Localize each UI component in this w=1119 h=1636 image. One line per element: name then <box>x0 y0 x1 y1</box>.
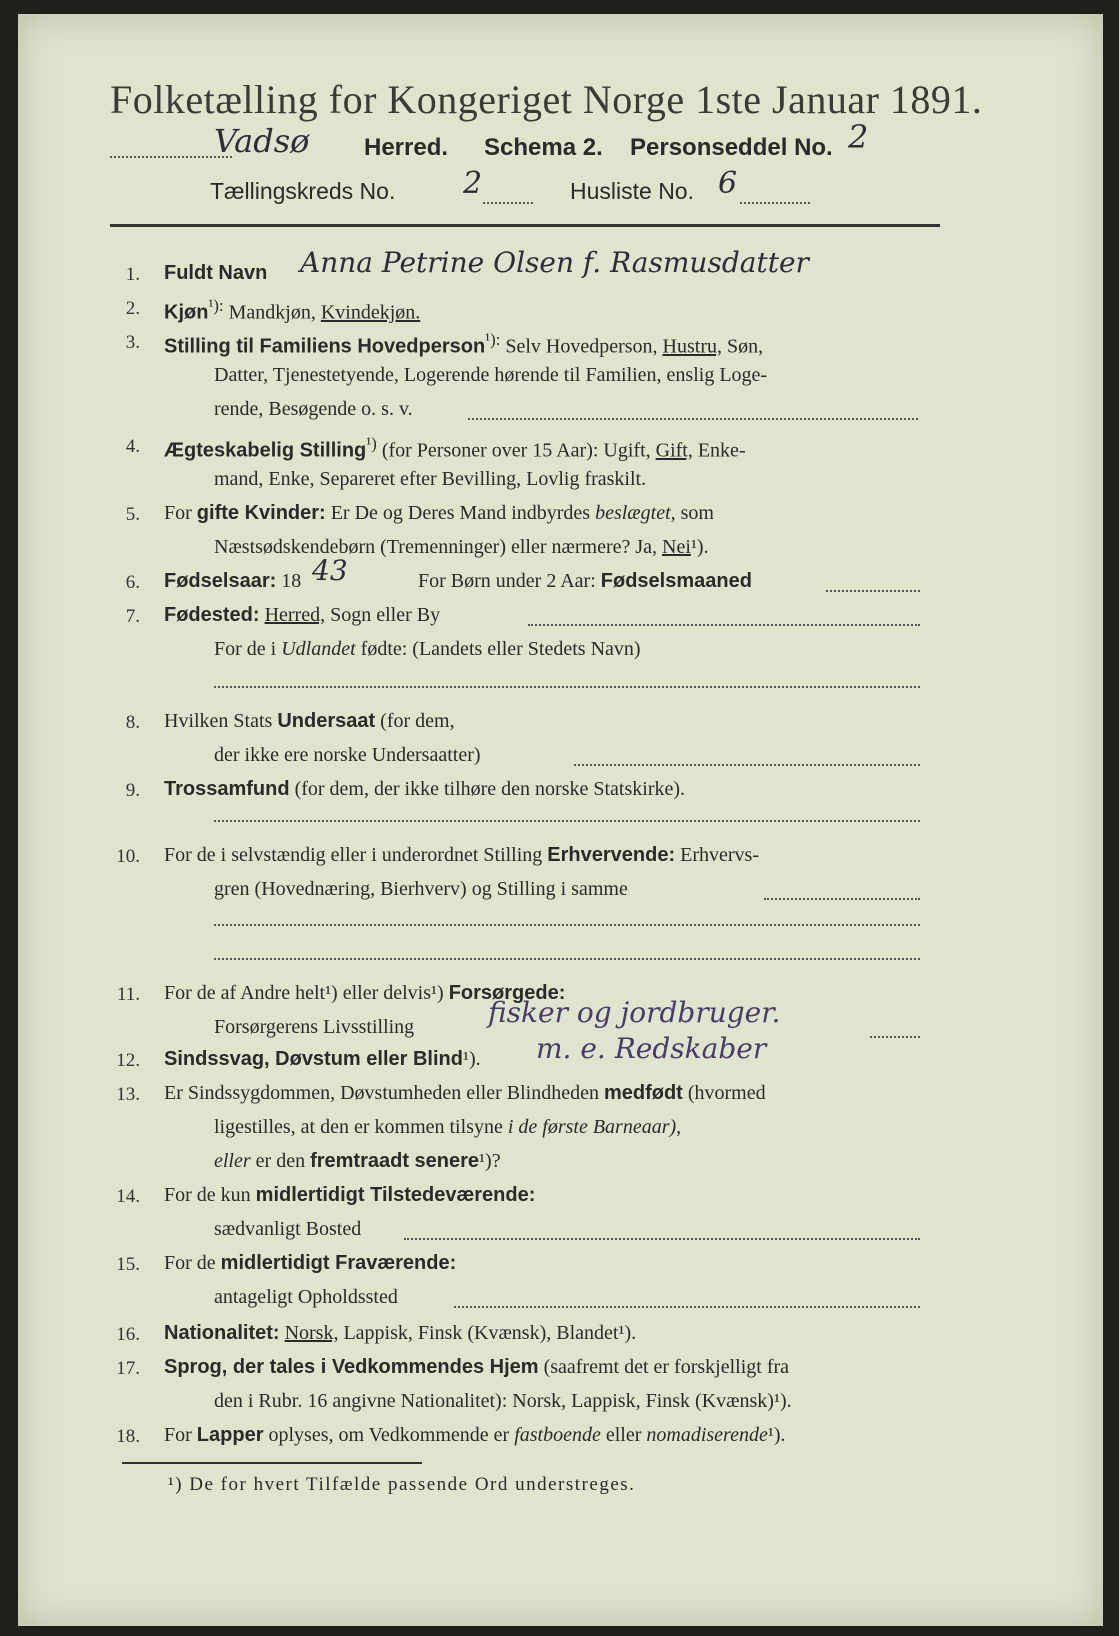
dotted-line <box>764 898 920 900</box>
item-number: 14. <box>116 1186 140 1207</box>
item-number: 4. <box>125 436 140 457</box>
probable-residence-label: antageligt Opholdssted <box>214 1286 398 1308</box>
nationality-row: Nationalitet: Norsk, Lappisk, Finsk (Kvænsk), Blandet¹). <box>164 1322 637 1344</box>
occupation-row: For de i selvstændig eller i underordnet Stilling Erhvervende: Erhvervs- <box>164 844 759 866</box>
citizenship-row: Hvilken Stats Undersaat (for dem, <box>164 710 455 732</box>
item-number: 15. <box>116 1254 140 1275</box>
husliste-number: 6 <box>718 166 738 201</box>
birth-year-value: 43 <box>312 554 348 587</box>
birthplace-selected: Herred, <box>264 604 326 626</box>
position-selected: Hustru, <box>662 335 722 358</box>
religion-row: Trossamfund (for dem, der ikke tilhøre den norske Statskirke). <box>164 778 686 800</box>
dotted-line <box>404 1238 920 1240</box>
dotted-line <box>214 958 920 960</box>
item-number: 5. <box>125 504 140 525</box>
congenital-line3: eller er den fremtraadt senere¹)? <box>214 1150 501 1172</box>
item-number: 1. <box>125 264 140 285</box>
item-number: 12. <box>116 1050 140 1071</box>
item-number: 7. <box>125 606 140 627</box>
supporter-label: Forsørgerens Livsstilling <box>214 1016 415 1038</box>
congenital-line2: ligestilles, at den er kommen tilsyne i de første Barneaar), <box>214 1116 682 1138</box>
citizenship-line2: der ikke ere norske Undersaatter) <box>214 744 481 766</box>
personseddel-number: 2 <box>848 118 869 156</box>
dotted-line <box>214 686 920 688</box>
birth-year-row: Fødselsaar: 18 <box>164 570 302 592</box>
dotted-line <box>214 820 920 822</box>
item-number: 16. <box>116 1324 140 1345</box>
supporter-occupation-value: fisker og jordbruger. <box>488 996 781 1029</box>
census-form-page <box>18 14 1103 1626</box>
item-number: 17. <box>116 1358 140 1379</box>
dotted-line <box>574 764 920 766</box>
dotted-line <box>826 590 920 592</box>
marital-row: Ægteskabelig Stilling$^{^1)}$ (for Personer over 15 Aar): Ugift, Gift, Enke- <box>164 434 746 462</box>
herred-label: Herred. <box>364 134 449 161</box>
schema-label: Schema 2. <box>484 134 603 161</box>
husliste-dots <box>740 202 810 204</box>
dotted-line <box>454 1306 920 1308</box>
footnote: ¹) De for hvert Tilfælde passende Ord understreges. <box>168 1474 636 1495</box>
birth-month-row: For Børn under 2 Aar: Fødselsmaaned <box>418 570 752 592</box>
temporary-present-row: For de kun midlertidigt Tilstedeværende: <box>164 1184 536 1206</box>
marital-selected: Gift, <box>655 439 693 462</box>
item-number: 13. <box>116 1084 140 1105</box>
disability-value: m. e. Redskaber <box>536 1032 767 1065</box>
birthplace-line2: For de i Udlandet fødte: (Landets eller Stedets Navn) <box>214 638 641 660</box>
footnote-rule <box>122 1462 422 1464</box>
item-number: 3. <box>125 332 140 353</box>
taellingskreds-number: 2 <box>463 166 483 201</box>
congenital-row: Er Sindssygdommen, Døvstumheden eller Blindheden medfødt (hvormed <box>164 1082 766 1104</box>
full-name-value: Anna Petrine Olsen f. Rasmusdatter <box>300 246 809 279</box>
language-line2: den i Rubr. 16 angivne Nationalitet): Norsk, Lappisk, Finsk (Kvænsk)¹). <box>214 1390 792 1412</box>
item-number: 10. <box>116 846 140 867</box>
header-rule <box>110 224 940 227</box>
usual-residence-label: sædvanligt Bosted <box>214 1218 362 1240</box>
item-number: 11. <box>116 984 140 1005</box>
item-number: 6. <box>125 572 140 593</box>
family-position-line2: Datter, Tjenestetyende, Logerende hørende til Familien, enslig Loge- <box>214 364 768 386</box>
item-number: 8. <box>125 712 140 733</box>
married-women-line2: Næstsødskendebørn (Tremenninger) eller nærmere? Ja, Nei¹). <box>214 536 709 558</box>
temporary-absent-row: For de midlertidigt Fraværende: <box>164 1252 457 1274</box>
family-position-line3: rende, Besøgende o. s. v. <box>214 398 413 420</box>
dotted-line <box>214 924 920 926</box>
dotted-line <box>870 1036 920 1038</box>
full-name-label: Fuldt Navn <box>164 262 268 284</box>
married-women-row: For gifte Kvinder: Er De og Deres Mand indbyrdes beslægtet, som <box>164 502 714 524</box>
disability-row: Sindssvag, Døvstum eller Blind¹). <box>164 1048 481 1070</box>
item-number: 9. <box>125 780 140 801</box>
lapps-row: For Lapper oplyses, om Vedkommende er fastboende eller nomadiserende¹). <box>164 1424 786 1446</box>
herred-handwritten: Vadsø <box>214 122 310 160</box>
husliste-label: Husliste No. <box>570 178 694 204</box>
birthplace-row: Fødested: Herred, Sogn eller By <box>164 604 441 626</box>
nationality-selected: Norsk, <box>284 1322 339 1344</box>
related-selected: Nei <box>662 536 691 558</box>
dotted-line <box>528 624 920 626</box>
item-number: 2. <box>125 298 140 319</box>
family-position-row: Stilling til Familiens Hovedperson$^{^1):}$ Selv Hovedperson, Hustru, Søn, <box>164 330 764 358</box>
kreds-dots <box>483 202 533 204</box>
taellingskreds-label: Tællingskreds No. <box>210 178 396 204</box>
dotted-line <box>468 418 918 420</box>
language-row: Sprog, der tales i Vedkommendes Hjem (saafremt det er forskjelligt fra <box>164 1356 790 1378</box>
occupation-line2: gren (Hovednæring, Bierhverv) og Stilling i samme <box>214 878 628 900</box>
gender-selected: Kvindekjøn. <box>320 301 421 324</box>
supported-row: For de af Andre helt¹) eller delvis¹) Forsørgede: <box>164 982 566 1004</box>
marital-line2: mand, Enke, Separeret efter Bevilling, Lovlig fraskilt. <box>214 468 647 490</box>
form-title: Folketælling for Kongeriget Norge 1ste Januar 1891. <box>110 77 983 122</box>
personseddel-label: Personseddel No. <box>630 134 833 161</box>
gender-row: Kjøn$^{^1):}$ Mandkjøn, Kvindekjøn. <box>164 296 421 324</box>
item-number: 18. <box>116 1426 140 1447</box>
